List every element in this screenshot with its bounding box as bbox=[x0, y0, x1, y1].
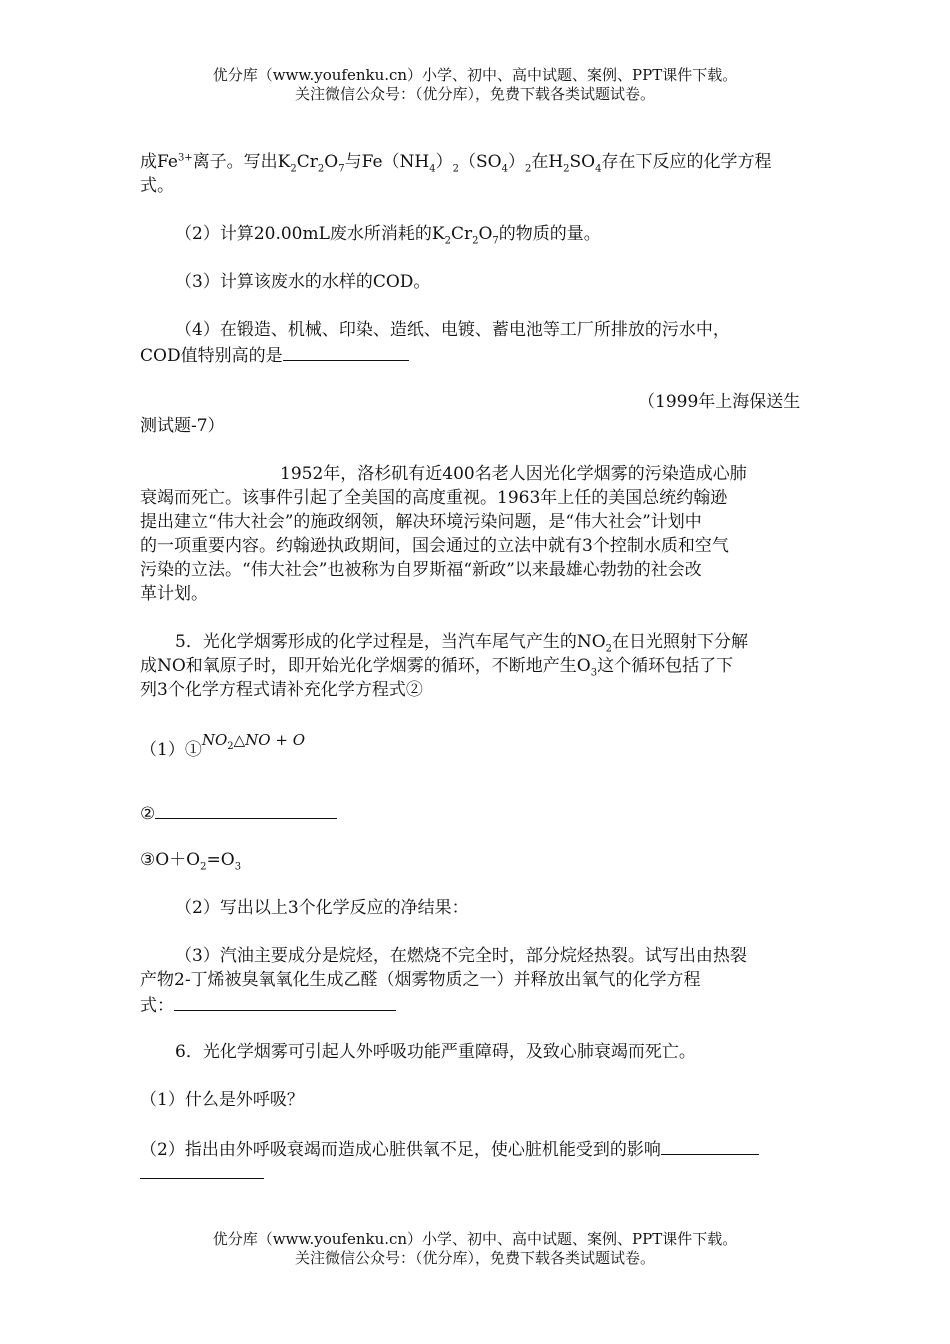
q1-continuation-line-2: 式。 bbox=[140, 176, 174, 196]
question-6-sub-2-continuation bbox=[140, 1160, 264, 1186]
footer-line-1: 优分库（www.youfenku.cn）小学、初中、高中试题、案例、PPT课件下载。 bbox=[212, 1230, 738, 1248]
question-3: （3）计算该废水的水样的COD。 bbox=[175, 272, 431, 292]
passage-line-1: 1952年，洛杉矶有近400名老人因光化学烟雾的污染造成心肺 bbox=[280, 464, 747, 484]
question-5-line-2: 成NO和氧原子时，即开始光化学烟雾的循环，不断地产生$O_3$这个循环包括了下 bbox=[140, 656, 734, 679]
question-5-line-3: 列3个化学方程式请补充化学方程式② bbox=[140, 680, 423, 700]
passage-line-2: 衰竭而死亡。该事件引起了全美国的高度重视。1963年上任的美国总统约翰逊 bbox=[140, 488, 728, 508]
question-4-line-2: COD值特别高的是 bbox=[140, 342, 409, 368]
source-line-1: （1999年上海保送生 bbox=[638, 392, 801, 412]
footer-line-2: 关注微信公众号：（优分库），免费下载各类试题试卷。 bbox=[294, 1249, 655, 1267]
question-6-sub-1: （1）什么是外呼吸？ bbox=[140, 1090, 304, 1110]
answer-blank[interactable] bbox=[283, 342, 409, 361]
passage-line-5: 污染的立法。“伟大社会”也被称为自罗斯福“新政”以来最雄心勃勃的社会改 bbox=[140, 560, 702, 580]
question-6-sub-2: （2）指出由外呼吸衰竭而造成心脏供氧不足，使心脏机能受到的影响 bbox=[140, 1136, 759, 1162]
passage-line-3: 提出建立“伟大社会”的施政纲领，解决环境污染问题，是“伟大社会”计划中 bbox=[140, 512, 702, 532]
question-4-line-1: （4）在锻造、机械、印染、造纸、电镀、蓄电池等工厂所排放的污水中， bbox=[175, 320, 730, 340]
question-5-sub-3-line-2: 产物2-丁烯被臭氧氧化生成乙醛（烟雾物质之一）并释放出氧气的化学方程 bbox=[140, 970, 701, 990]
question-6: 6．光化学烟雾可引起人外呼吸功能严重障碍，及致心肺衰竭而死亡。 bbox=[175, 1042, 696, 1062]
source-line-2: 测试题-7） bbox=[140, 416, 225, 436]
question-5-eq-1: $(1)①NO_2\triangle NO + O$ bbox=[140, 731, 306, 760]
question-5-eq-3: $③O+O_2=O_3$ bbox=[140, 850, 242, 873]
answer-blank[interactable] bbox=[174, 992, 396, 1011]
answer-blank[interactable] bbox=[140, 1160, 264, 1179]
answer-blank[interactable] bbox=[661, 1136, 759, 1155]
question-2: （2）计算20.00mL废水所消耗的$K_2Cr_2O_7$的物质的量。 bbox=[175, 224, 601, 247]
question-5-line-1: 5．光化学烟雾形成的化学过程是，当汽车尾气产生的$NO_2$在日光照射下分解 bbox=[175, 632, 749, 655]
passage-line-6: 革计划。 bbox=[140, 584, 208, 604]
page-footer bbox=[0, 1230, 950, 1268]
question-5-sub-3-line-3: 式： bbox=[140, 992, 396, 1018]
equation-1: $NO_2\triangle NO + O$ bbox=[201, 731, 306, 752]
question-5-sub-2: （2）写出以上3个化学反应的净结果： bbox=[175, 898, 469, 918]
question-5-sub-3-line-1: （3）汽油主要成分是烷烃，在燃烧不完全时，部分烷烃热裂。试写出由热裂 bbox=[175, 946, 747, 966]
passage-line-4: 的一项重要内容。约翰逊执政期间，国会通过的立法中就有3个控制水质和空气 bbox=[140, 536, 729, 556]
q1-continuation: 成$Fe^{3+}$离子。写出$K_2Cr_2O_7$与$Fe(NH_4)_2(SO_4)_2$在$H_2SO_4$存在下反应的化学方程 bbox=[140, 152, 772, 175]
question-5-eq-2: ② bbox=[140, 800, 337, 826]
answer-blank[interactable] bbox=[155, 800, 337, 819]
page-header bbox=[0, 66, 950, 104]
header-line-1: 优分库（www.youfenku.cn）小学、初中、高中试题、案例、PPT课件下载。 bbox=[212, 66, 738, 84]
header-line-2: 关注微信公众号：（优分库），免费下载各类试题试卷。 bbox=[294, 85, 655, 103]
